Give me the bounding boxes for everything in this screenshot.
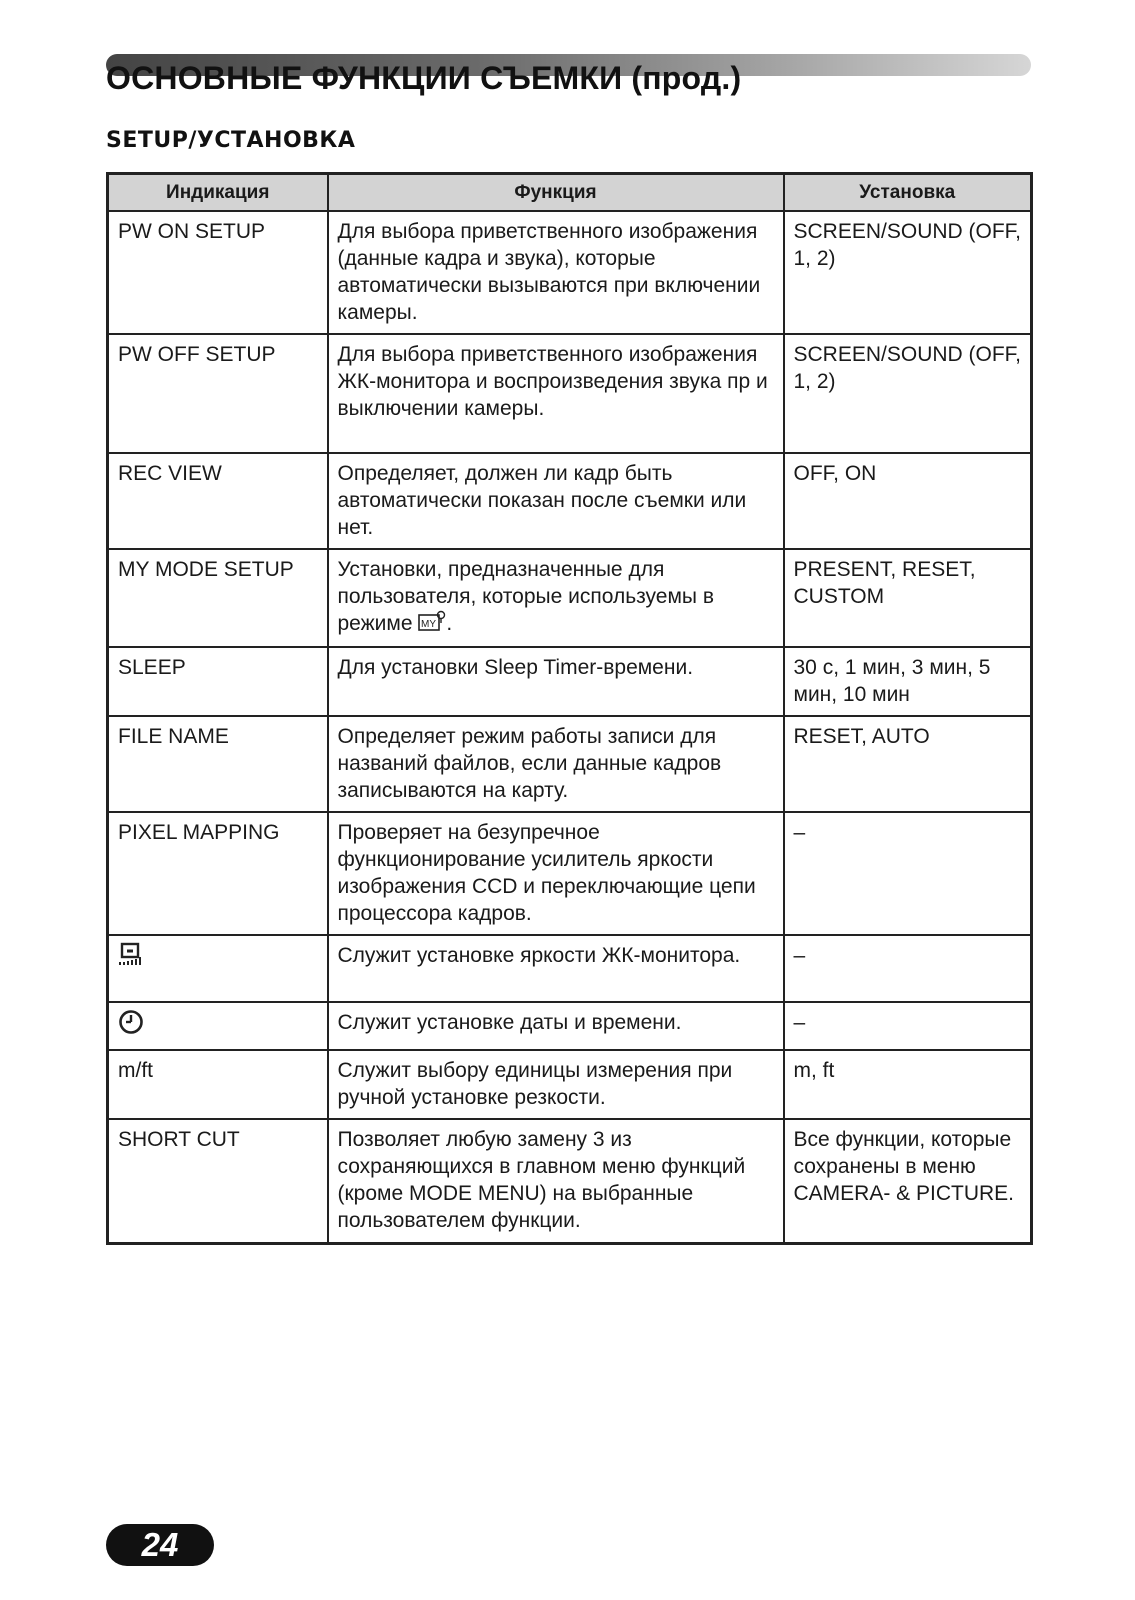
table-row	[108, 453, 1032, 549]
function-cell	[328, 549, 784, 647]
monitor-brightness-icon	[118, 942, 146, 975]
indication-cell: m/ft	[108, 1050, 328, 1119]
function-cell: Служит установке даты и времени.	[328, 1002, 784, 1050]
setting-cell: PRESENT, RESET, CUSTOM	[784, 549, 1032, 647]
function-cell: Для выбора приветственного изображения ЖК-монитора и воспроизведения звука пр и выключении камеры.	[328, 334, 784, 453]
table-row	[108, 549, 1032, 647]
page-number: 24	[106, 1524, 214, 1566]
indication-cell: PW OFF SETUP	[108, 334, 328, 453]
indication-cell: SLEEP	[108, 647, 328, 716]
indication-cell	[108, 935, 328, 1002]
indication-cell	[108, 1002, 328, 1050]
setting-cell: RESET, AUTO	[784, 716, 1032, 812]
function-cell: Определяет, должен ли кадр быть автоматически показан после съемки или нет.	[328, 453, 784, 549]
my-mode-icon	[418, 610, 446, 639]
table-row	[108, 334, 1032, 453]
function-cell: Позволяет любую замену 3 из сохраняющихся в главном меню функций (кроме MODE MENU) на выбранные пользователем функции.	[328, 1119, 784, 1243]
table-header-row	[108, 174, 1032, 212]
setup-table	[106, 172, 1033, 1245]
section-title: SETUP/УСТАНОВКА	[106, 128, 356, 153]
clock-icon	[118, 1009, 144, 1042]
function-text-suffix: .	[446, 612, 453, 636]
table-row	[108, 1050, 1032, 1119]
indication-cell: REC VIEW	[108, 453, 328, 549]
indication-cell: SHORT CUT	[108, 1119, 328, 1243]
table-row	[108, 1002, 1032, 1050]
function-cell: Определяет режим работы записи для названий файлов, если данные кадров записываются на карту.	[328, 716, 784, 812]
function-text: Установки, предназначенные для пользователя, которые используемы в режиме	[337, 558, 715, 636]
setting-cell: –	[784, 812, 1032, 935]
function-cell: Для выбора приветственного изображения (данные кадра и звука), которые автоматически вызываются при включении камеры.	[328, 211, 784, 334]
setting-cell: SCREEN/SOUND (OFF, 1, 2)	[784, 211, 1032, 334]
table-row	[108, 647, 1032, 716]
table-row	[108, 211, 1032, 334]
setting-cell: 30 с, 1 мин, 3 мин, 5 мин, 10 мин	[784, 647, 1032, 716]
table-row	[108, 1119, 1032, 1243]
function-cell: Для установки Sleep Timer-времени.	[328, 647, 784, 716]
function-cell: Служит выбору единицы измерения при ручной установке резкости.	[328, 1050, 784, 1119]
header-setting: Установка	[784, 174, 1032, 212]
setting-cell: m, ft	[784, 1050, 1032, 1119]
indication-cell: PW ON SETUP	[108, 211, 328, 334]
function-cell: Служит установке яркости ЖК-монитора.	[328, 935, 784, 1002]
setting-cell: OFF, ON	[784, 453, 1032, 549]
setting-cell: –	[784, 1002, 1032, 1050]
indication-cell: PIXEL MAPPING	[108, 812, 328, 935]
header-indication: Индикация	[108, 174, 328, 212]
indication-cell: FILE NAME	[108, 716, 328, 812]
table-row	[108, 716, 1032, 812]
svg-text:MY: MY	[421, 619, 437, 630]
page-title: ОСНОВНЫЕ ФУНКЦИИ СЪЕМКИ (прод.)	[106, 60, 742, 96]
function-cell: Проверяет на безупречное функционирование усилитель яркости изображения CCD и переключающие цепи процессора кадров.	[328, 812, 784, 935]
setting-cell: Все функции, которые сохранены в меню CAMERA- & PICTURE.	[784, 1119, 1032, 1243]
table-row	[108, 812, 1032, 935]
table-row	[108, 935, 1032, 1002]
header-function: Функция	[328, 174, 784, 212]
setting-cell: SCREEN/SOUND (OFF, 1, 2)	[784, 334, 1032, 453]
indication-cell: MY MODE SETUP	[108, 549, 328, 647]
setting-cell: –	[784, 935, 1032, 1002]
